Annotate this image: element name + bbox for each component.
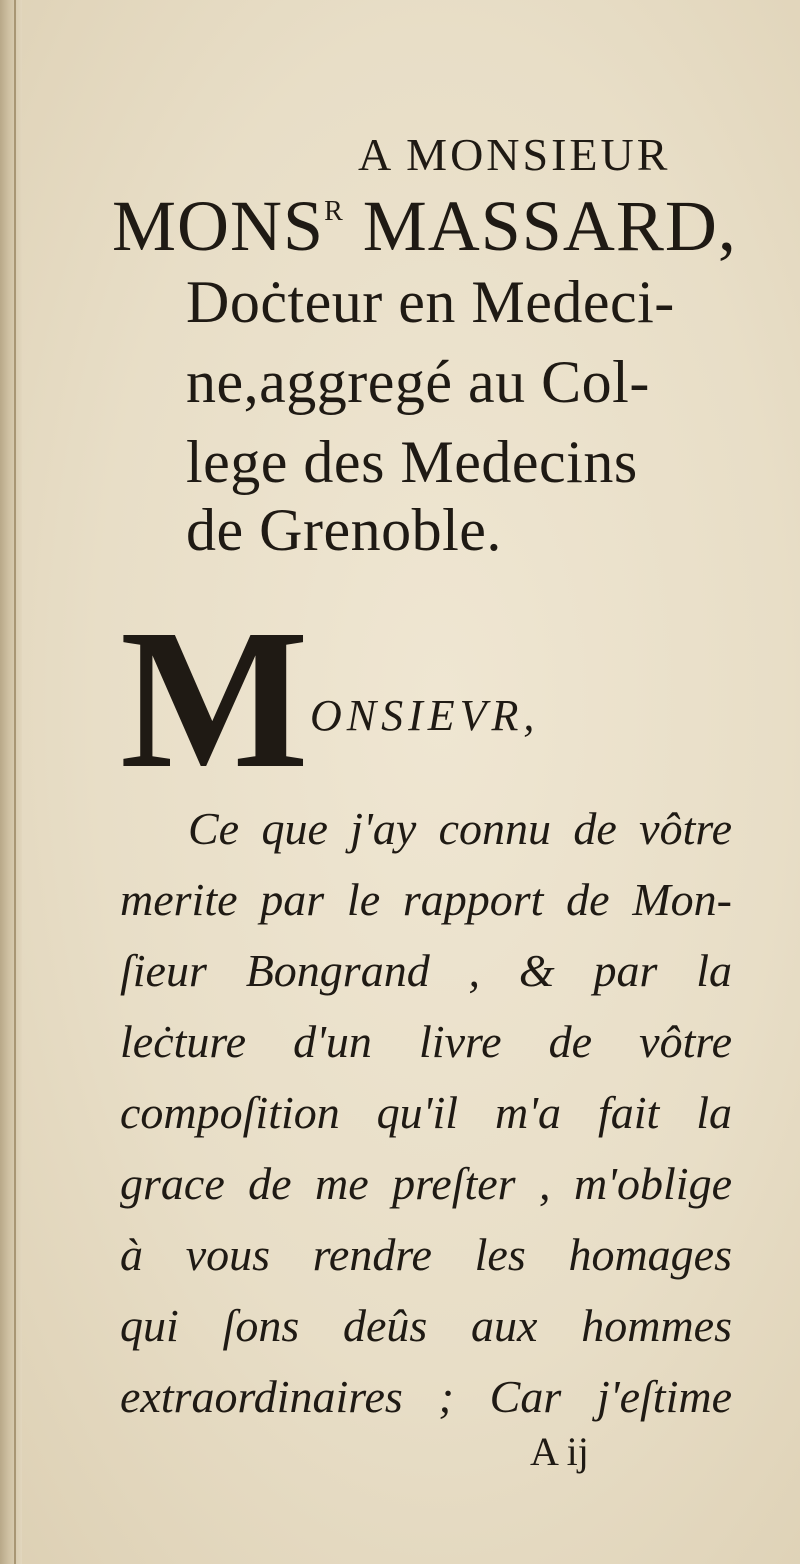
body-line-6: grace de me preſter , m'oblige bbox=[120, 1158, 732, 1209]
body-line-1: Ce que j'ay connu de vôtre bbox=[188, 803, 732, 854]
binding-gutter bbox=[0, 0, 22, 1564]
body-line-3: ſieur Bongrand , & par la bbox=[120, 945, 732, 996]
dedication-heading-line2 bbox=[112, 186, 737, 266]
address-line-1: Doċteur en Medeci- bbox=[186, 269, 675, 335]
address-line-2: ne,aggregé au Col- bbox=[186, 349, 650, 415]
body-line-2: merite par le rapport de Mon- bbox=[120, 874, 732, 925]
gutter-edge bbox=[14, 0, 16, 1564]
dedication-heading-line1: A MONSIEUR bbox=[358, 129, 671, 180]
dedication-heading-prefix: MONS bbox=[112, 186, 325, 266]
dedication-heading-name: MASSARD, bbox=[343, 186, 737, 266]
address-line-3: lege des Medecins bbox=[186, 429, 638, 495]
body-line-4: leċture d'un livre de vôtre bbox=[120, 1016, 732, 1067]
body-line-5: compoſition qu'il m'a fait la bbox=[120, 1087, 732, 1138]
dedication-heading-superscript: R bbox=[324, 196, 344, 227]
body-line-8: qui ſons deûs aux hommes bbox=[120, 1300, 732, 1351]
address-line-4: de Grenoble. bbox=[186, 497, 502, 563]
drop-cap: M bbox=[120, 589, 309, 810]
body-line-7: à vous rendre les homages bbox=[120, 1229, 732, 1280]
salutation: ONSIEVR, bbox=[310, 691, 540, 740]
signature-mark: A ij bbox=[530, 1429, 589, 1474]
body-line-9: extraordinaires ; Car j'eſtime bbox=[120, 1371, 732, 1422]
